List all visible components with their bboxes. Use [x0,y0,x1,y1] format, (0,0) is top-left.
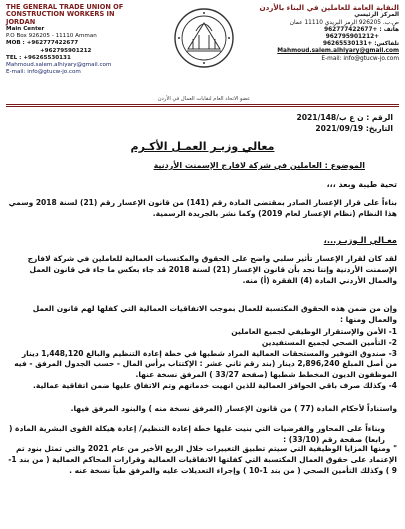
minister-address: معـالي الـوزيـر...، [323,235,397,245]
header-divider [6,104,399,105]
email1-ar: Mahmoud.salem.alhiyary@gmail.com [277,48,399,55]
mobile2-ar: +962795901212 [325,34,379,41]
email2-ar: E-mail: info@gtucw-jo.com [321,55,399,62]
tel-ar: تلفاكس: +96265530131 [322,41,399,48]
paragraph-article-77: واستناداً لأحكام المادة (77 ) من قانون الإعسار (المرفق نسخة منه ) والبنود المرفق فيها. [70,404,397,413]
mobile-ar: هاتف : +962777422677 [324,26,399,33]
greeting: تحية طيبة وبعد ،،، [326,180,397,189]
paragraph-restructuring-plan: وبناءاً على المحاور والفرضيات التي بنيت عليها خطة إعادة التنظيم/ إعادة هيكلة القوى البشرية المادة ( رابعا) صفحة رقم (33/10) : [9,424,385,444]
paragraph-quoted-benefits: " ومنها المزايا الوظيفية التي سيتم تطبيق التغييرات خلال الربع الأخير من عام 2021 والتي تمثل بنود تم الإعتماد على حقوق العمال المكتسبة التي كفلتها الاتفاقيات العمالية وقرارات المحاكم العمالية ( من بند 1-9 ) وكذلك التأمين الصحي ( من بند 1-10 ) وإجراء التعديلات عليه والمرفق طياً نسخة عنه . [8,444,397,475]
list-item: 1- الأمن والإستقرار الوظيفي لجميع العاملين [231,327,397,336]
subject-line [45,161,365,172]
paragraph-insolvency-decision: بناءاً على قرار الإعسار الصادر بمقتضى المادة رقم (141) من قانون الإعسار رقم (21) لسنة 2018 وسمي هذا النظام (نظام الإعسار لعام 2019) وكما نشر بالجريدة الرسمية. [8,198,397,218]
reference-date: التاريخ: 2021/09/19 [315,124,393,133]
paragraph-negative-impact: لقد كان لقرار الإعسار تأثير سلبي واضح على الحقوق والمكتسبات العمالية للعاملين في شركة لافارج الإسمنت الأردنية وإننا نجد بأن قانون الإعسار (21) لسنة 2018 قد جاء بعكس ما جاء في قانون العمل والعمال الأردني المادة (4) الفقرة (أ) منه. [27,254,397,285]
email2-en: E-mail: info@gtucw-jo.com [6,68,81,75]
paragraph-acquired-rights: وإن من ضمن هذه الحقوق المكتسبة للعمال بموجب الاتفاقيات العمالية التي كفلها لهم قانون العمل والعمال ومنها : [32,304,397,324]
header-arabic [251,4,399,63]
list-item: 2- التأمين الصحي لجميع المستفيدين [261,337,397,347]
list-item: 3- صندوق التوفير والمستحقات العمالية المراد شطبها في خطة إعادة التنظيم والبالغ 1,448,120 دينار من أصل المبلغ 2,896,240 دينار (بند رقم ثاني عشر : الإكتتاب برأس المال - حسب الجدول المرفق - فيه الموظفون الديون المخطط شطبها (صفحة 33/27 ) المرفق نسخة عنها. [14,348,397,380]
mobile-en: MOB : +962777422677 [6,40,79,47]
federation-membership: عضو الاتحاد العام لنقابات العمال في الأردن [157,96,251,102]
letter-title: معالي وزيـر العمـل الأكـرم [130,140,275,153]
rights-list [8,327,397,392]
list-item: 4- وكذلك صرف باقي الحوافز العمالية للذين انهيت خدماتهم وتم الاتفاق عليها ضمن اتفاقية عمالية. [33,380,397,390]
email1-en: Mahmoud.salem.alhiyary@gmail.com [6,61,112,68]
mobile2-en: +962795901212 [40,47,92,54]
org-name-en-1: THE GENERAL TRADE UNION OF [6,3,124,11]
tel-en: TEL : +96265530131 [6,54,71,61]
reference-block [233,112,393,134]
reference-number: الرقم : ن ع ب/2021/148 [296,113,393,122]
subject-label: الموضوع : [324,161,365,170]
union-logo [173,7,235,69]
subject-text: العاملين في شركة لافارج الإسمنت الأردنية [153,161,325,170]
header-english [6,4,136,76]
center-ar: المركز الرئيسي [354,12,399,19]
po-box-ar: ص.ب. 926205 الرمز البريدي 11110 عمان [289,19,399,26]
header-divider-thin [6,106,399,107]
org-name-en-2: CONSTRUCTION WORKERS IN [6,10,115,19]
org-name-ar: النقابة العامة للعاملين في البناء بالأردن [259,3,399,12]
main-center-en: Main Center [6,26,45,33]
org-name-en-3: JORDAN [6,17,36,26]
po-box-en: P.O Box 926205 - 11110 Amman [6,33,97,40]
